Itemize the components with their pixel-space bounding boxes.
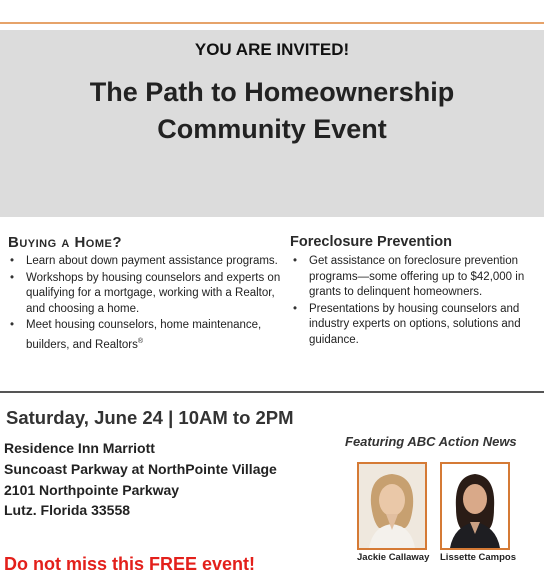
address-city: Lutz. Florida 33558 bbox=[4, 502, 131, 518]
section-divider bbox=[0, 391, 544, 393]
portrait-image bbox=[359, 464, 425, 548]
list-item-text: Get assistance on foreclosure prevention programs—some offering up to $42,000 in grants to delinquent homeowners. bbox=[309, 255, 525, 298]
foreclosure-heading: Foreclosure Prevention bbox=[290, 234, 452, 250]
caption-person-1: Jackie Callaway bbox=[357, 552, 430, 563]
foreclosure-list bbox=[287, 254, 542, 349]
buying-home-heading: Buying a Home? bbox=[8, 234, 122, 251]
list-item bbox=[4, 318, 284, 353]
event-title-line2: Community Event bbox=[157, 114, 387, 144]
list-item bbox=[4, 254, 284, 270]
list-item-text: Meet housing counselors, home maintenance, builders, and Realtors bbox=[26, 319, 262, 351]
address-venue: Residence Inn Marriott bbox=[4, 440, 155, 456]
free-event-callout: Do not miss this FREE event! bbox=[4, 554, 256, 574]
invited-heading: YOU ARE INVITED! bbox=[194, 40, 350, 59]
featuring-label: Featuring ABC Action News bbox=[345, 434, 517, 449]
caption-person-2: Lissette Campos bbox=[440, 552, 517, 563]
event-title-line1: The Path to Homeownership bbox=[89, 77, 455, 107]
list-item bbox=[287, 254, 542, 301]
list-item bbox=[4, 271, 284, 318]
lissette-campos-photo bbox=[440, 462, 510, 550]
list-item-text: Learn about down payment assistance programs. bbox=[26, 255, 278, 267]
top-accent-line bbox=[0, 22, 544, 24]
buying-home-list bbox=[4, 254, 284, 354]
address-street: 2101 Northpointe Parkway bbox=[4, 482, 180, 498]
list-item bbox=[287, 302, 542, 349]
address-location: Suncoast Parkway at NorthPointe Village bbox=[4, 461, 277, 477]
registered-mark: ® bbox=[137, 337, 144, 345]
event-datetime: Saturday, June 24 | 10AM to 2PM bbox=[6, 407, 294, 428]
list-item-text: Workshops by housing counselors and experts on qualifying for a mortgage, working with a Realtor, and choosing a home. bbox=[26, 271, 281, 315]
jackie-callaway-photo bbox=[357, 462, 427, 550]
portrait-image bbox=[442, 464, 508, 548]
event-title bbox=[0, 74, 544, 148]
list-item-text: Presentations by housing counselors and industry experts on options, solutions and guidance. bbox=[309, 302, 521, 346]
